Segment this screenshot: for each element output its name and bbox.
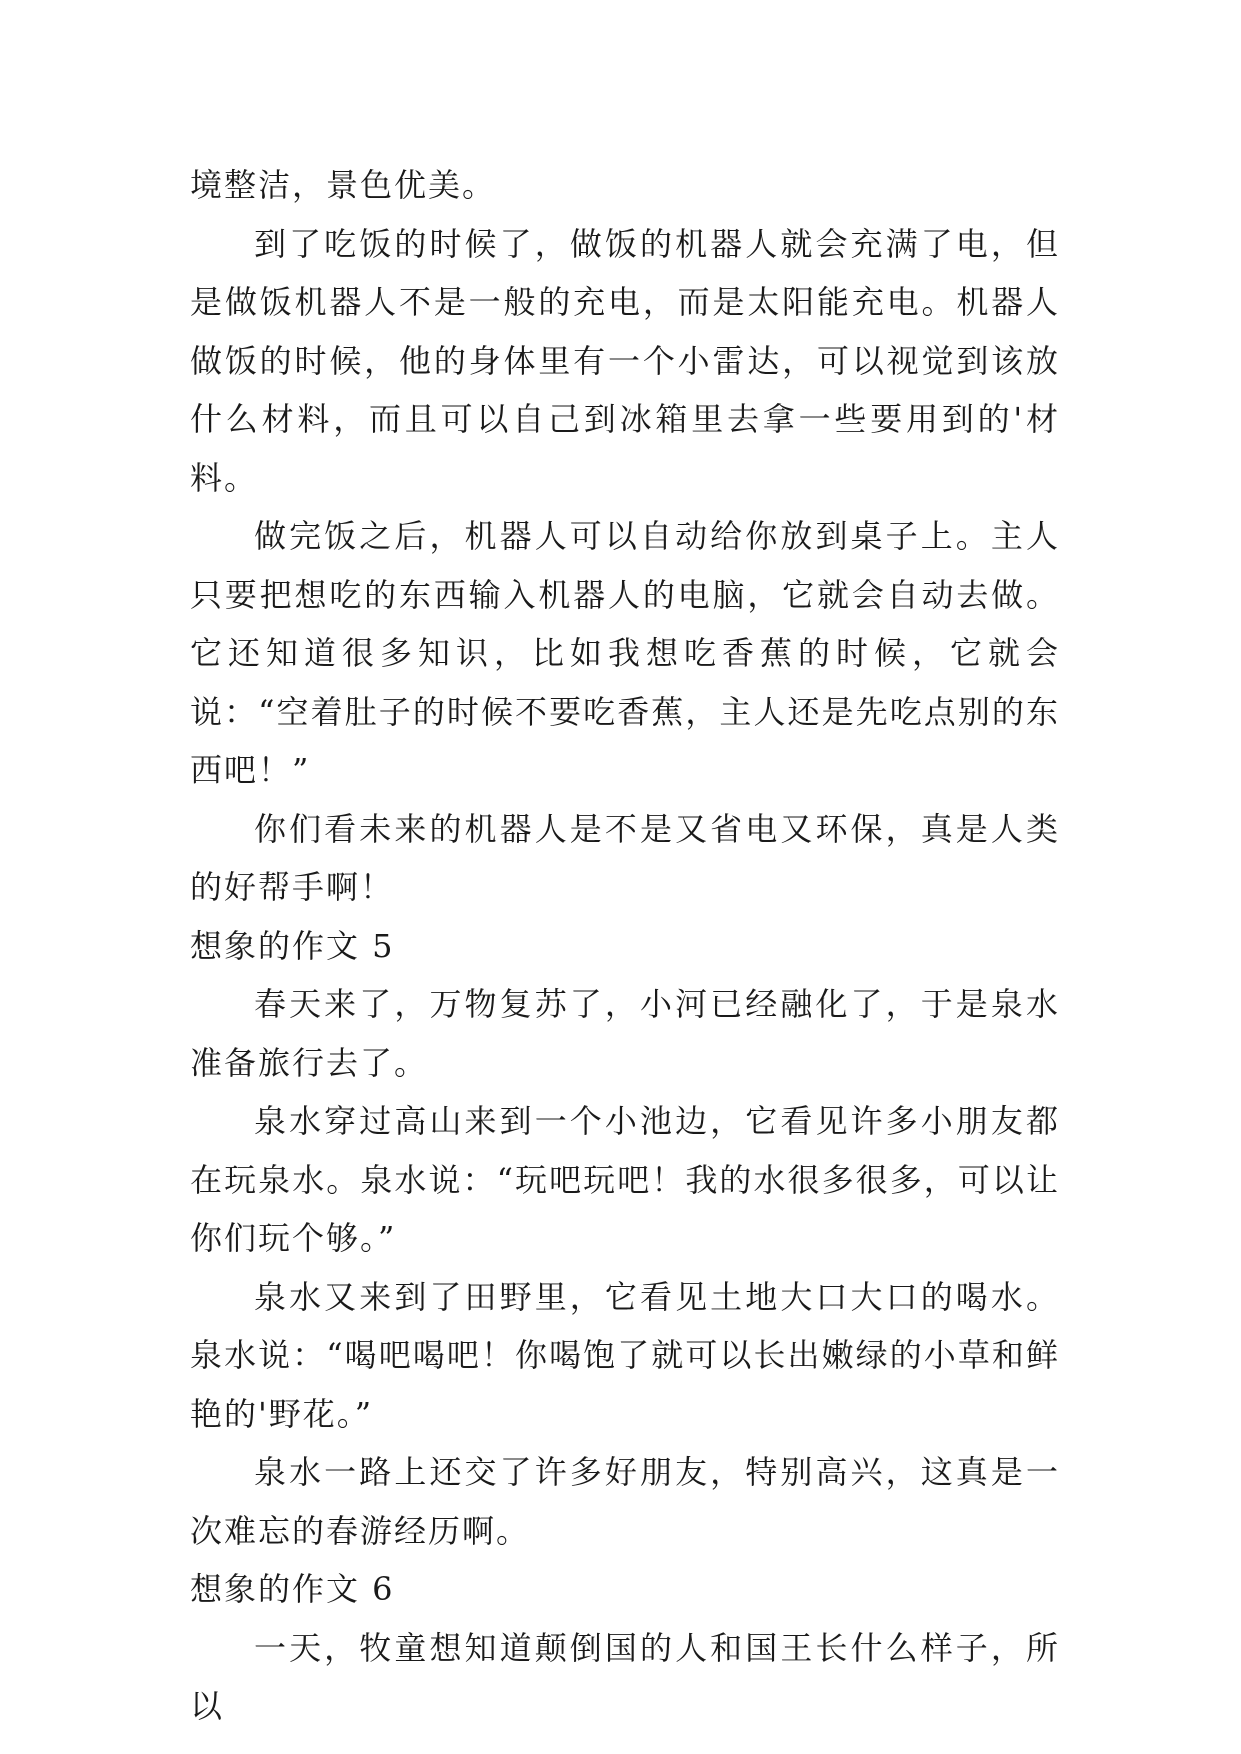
paragraph-robot-serving: 做完饭之后，机器人可以自动给你放到桌子上。主人只要把想吃的东西输入机器人的电脑，它就会自动去做。它还知道很多知识，比如我想吃香蕉的时候，它就会说：“空着肚子的时候不要吃香蕉，主人还是先吃点别的东西吧！” <box>190 517 1060 789</box>
paragraph-shepherd: 一天，牧童想知道颠倒国的人和国王长什么样子，所以 <box>190 1628 1060 1725</box>
paragraph-journey: 泉水一路上还交了许多好朋友，特别高兴，这真是一次难忘的春游经历啊。 <box>190 1453 1060 1550</box>
essay-heading-5: 想象的作文 5 <box>190 926 395 965</box>
paragraph-continuation: 境整洁，景色优美。 <box>190 166 497 204</box>
essay-heading-6: 想象的作文 6 <box>190 1570 395 1608</box>
paragraph-field: 泉水又来到了田野里，它看见土地大口大口的喝水。泉水说：“喝吧喝吧！你喝饱了就可以长出嫩绿的小草和鲜艳的'野花。” <box>190 1277 1060 1433</box>
paragraph-spring: 春天来了，万物复苏了，小河已经融化了，于是泉水准备旅行去了。 <box>190 985 1060 1082</box>
paragraph-robot-cooking: 到了吃饭的时候了，做饭的机器人就会充满了电，但是做饭机器人不是一般的充电，而是太阳能充电。机器人做饭的时候，他的身体里有一个小雷达，可以视觉到该放什么材料，而且可以自己到冰箱里去拿一些要用到的'材料。 <box>190 224 1060 497</box>
paragraph-pond: 泉水穿过高山来到一个小池边，它看见许多小朋友都在玩泉水。泉水说：“玩吧玩吧！我的水很多很多，可以让你们玩个够。” <box>190 1102 1060 1257</box>
paragraph-robot-conclusion: 你们看未来的机器人是不是又省电又环保，真是人类的好帮手啊！ <box>190 809 1060 906</box>
document-body <box>190 156 1060 1736</box>
